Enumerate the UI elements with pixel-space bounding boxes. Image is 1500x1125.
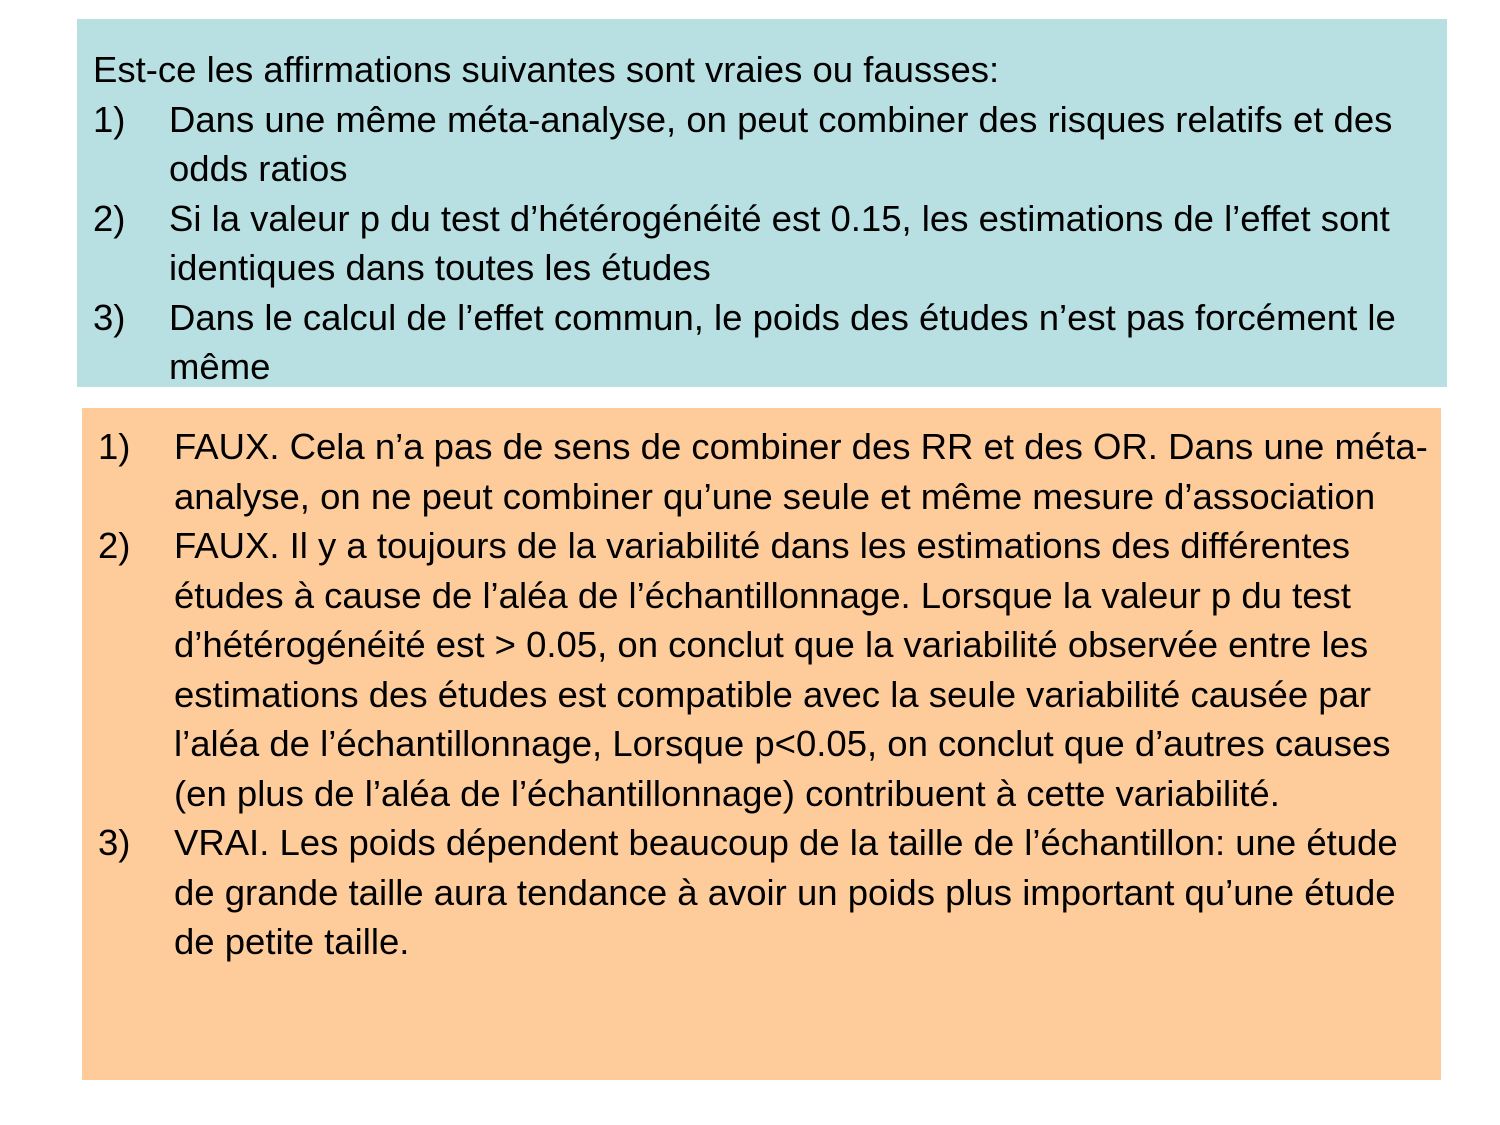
- question-item-number: 3): [93, 296, 126, 338]
- question-item-number: 1): [93, 98, 126, 140]
- answer-item: [98, 818, 1429, 967]
- question-item-text: Dans le calcul de l’effet commun, le poids des études n’est pas forcément le même: [169, 296, 1396, 387]
- question-item: [93, 293, 1427, 392]
- question-box: [77, 19, 1447, 387]
- answer-item-text: VRAI. Les poids dépendent beaucoup de la taille de l’échantillon: une étude de grande taille aura tendance à avoir un poids plus important qu’une étude de petite taille.: [174, 822, 1398, 962]
- answer-item-number: 3): [98, 822, 131, 863]
- answer-item-text: FAUX. Il y a toujours de la variabilité dans les estimations des différentes études à cause de l’aléa de l’échantillonnage. Lorsque la valeur p du test d’hétérogénéité est > 0.05, on conclut que la variabilité observée entre les estimations des études est compatible avec la seule variabilité causée par l’aléa de l’échantillonnage, Lorsque p<0.05, on conclut que d’autres causes (en plus de l’aléa de l’échantillonnage) contribuent à cette variabilité.: [174, 525, 1391, 814]
- question-item: [93, 194, 1427, 293]
- question-list: [93, 95, 1427, 392]
- answer-item-number: 1): [98, 426, 131, 467]
- question-item-text: Si la valeur p du test d’hétérogénéité est 0.15, les estimations de l’effet sont identiques dans toutes les études: [169, 197, 1390, 288]
- answer-item: [98, 422, 1429, 521]
- question-intro: Est-ce les affirmations suivantes sont vraies ou fausses:: [93, 49, 1000, 90]
- answer-item-text: FAUX. Cela n’a pas de sens de combiner des RR et des OR. Dans une méta-analyse, on ne peut combiner qu’une seule et même mesure d’association: [174, 426, 1428, 517]
- question-item: [93, 95, 1427, 194]
- question-item-number: 2): [93, 197, 126, 239]
- answer-box: [82, 408, 1441, 1080]
- question-item-text: Dans une même méta-analyse, on peut combiner des risques relatifs et des odds ratios: [169, 98, 1393, 189]
- answer-list: [98, 422, 1429, 967]
- answer-item: [98, 521, 1429, 818]
- answer-item-number: 2): [98, 525, 131, 566]
